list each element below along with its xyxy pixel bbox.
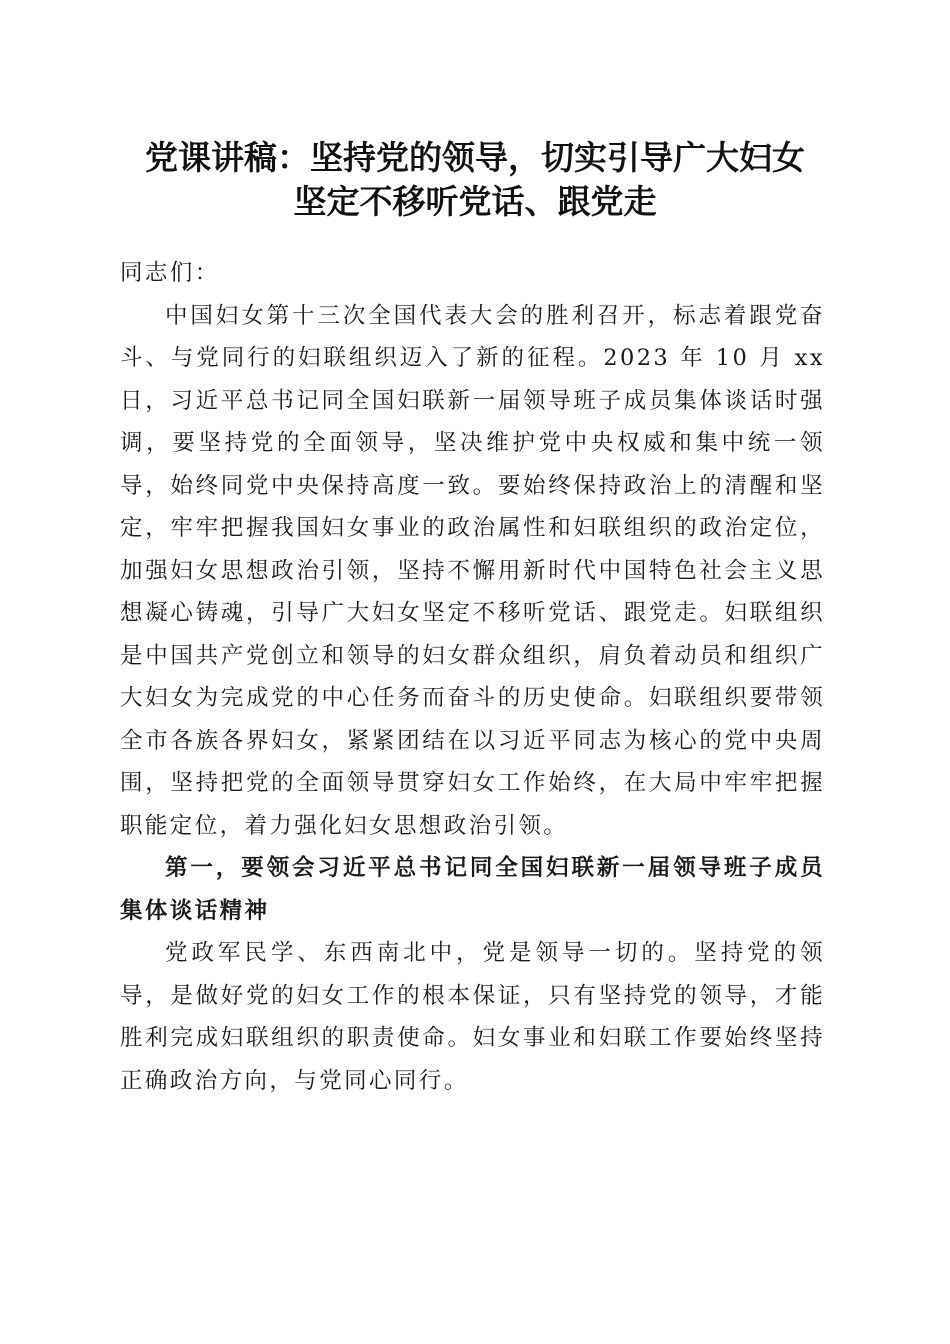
document-title xyxy=(90,136,860,224)
title-line-2: 坚定不移听党话、跟党走 xyxy=(293,182,657,221)
paragraph-intro: 中国妇女第十三次全国代表大会的胜利召开，标志着跟党奋斗、与党同行的妇联组织迈入了新的征程。2023 年 10 月 xx 日，习近平总书记同全国妇联新一届领导班子成员集体谈话时强调，要坚持党的全面领导，坚决维护党中央权威和集中统一领导，始终同党中央保持高度一致。要始终保持政治上的清醒和坚定，牢牢把握我国妇女事业的政治属性和妇联组织的政治定位，加强妇女思想政治引领，坚持不懈用新时代中国特色社会主义思想凝心铸魂，引导广大妇女坚定不移听党话、跟党走。妇联组织是中国共产党创立和领导的妇女群众组织，肩负着动员和组织广大妇女为完成党的中心任务而奋斗的历史使命。妇联组织要带领全市各族各界妇女，紧紧团结在以习近平同志为核心的党中央周围，坚持把党的全面领导贯穿妇女工作始终，在大局中牢牢把握职能定位，着力强化妇女思想政治引领。 xyxy=(120,302,825,839)
salutation: 同志们： xyxy=(120,260,220,286)
document-body xyxy=(120,252,825,1102)
title-line-1: 党课讲稿：坚持党的领导，切实引导广大妇女 xyxy=(145,138,805,177)
section-heading: 第一，要领会习近平总书记同全国妇联新一届领导班子成员集体谈话精神 xyxy=(120,855,825,924)
section-paragraph: 党政军民学、东西南北中，党是领导一切的。坚持党的领导，是做好党的妇女工作的根本保证，只有坚持党的领导，才能胜利完成妇联组织的职责使命。妇女事业和妇联工作要始终坚持正确政治方向，与党同心同行。 xyxy=(120,940,825,1094)
